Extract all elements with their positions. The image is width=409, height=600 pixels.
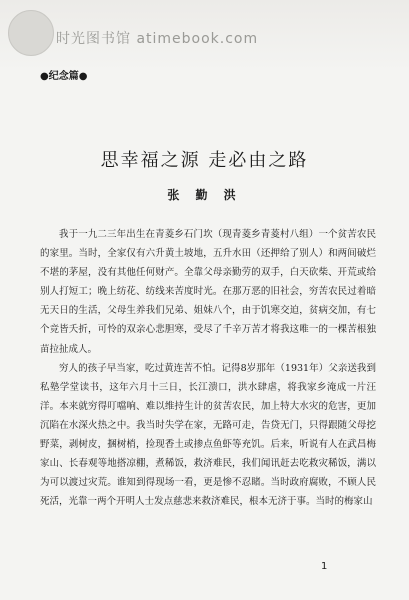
watermark-logo-icon <box>8 10 54 56</box>
author-name: 张 勤 洪 <box>167 188 242 202</box>
article-body <box>40 225 376 511</box>
watermark-banner <box>0 0 409 72</box>
page-number: 1 <box>321 561 328 572</box>
watermark-text: 时光图书馆 atimebook.com <box>56 31 259 47</box>
paragraph: 穷人的孩子早当家，吃过黄连苦不怕。记得8岁那年（1931年）父亲送我到私塾学堂读书，这年六月十三日，长江溃口，洪水肆虐，将我家乡淹成一片汪洋。本来就穷得叮噹响、难以维持生计的贫苦农民，加上特大水灾的危害，更加沉陷在水深火热之中。我当时失学在家，无路可走，告贷无门，只得跟随父母挖野菜，剥树皮，捆树梢，捡现香土或掺点鱼虾等充饥。后来，听说有人在武昌梅家山、长春观等地搭凉棚，煮稀饭，救济难民，我们闻讯赶去吃救灾稀饭，满以为可以渡过灾荒。谁知到得现场一看，更是惨不忍睹。当时政府腐败，不顾人民死活，光靠一两个开明人士发点慈悲来救济难民，根本无济于事。当时的梅家山 <box>40 362 376 508</box>
paragraph: 我于一九二三年出生在青菱乡石门坎（现青菱乡青菱村八组）一个贫苦农民的家里。当时，全家仅有六升黄土坡地，五升水田（还押给了别人）和两间破烂不堪的茅屋，没有其他任何财产。全靠父母亲勤劳的双手，白天砍柴、开荒或给别人打短工；晚上纺花、纺线来苦度时光。在那万恶的旧社会，穷苦农民过着暗无天日的生活，父母生养我们兄弟、姐妹八个，由于饥寒交迫，贫病交加，有七个竞皆夭折，可怜的双亲心悲胆寒，受尽了千辛万苦才将我这唯一的一棵苦根独苗拉扯成人。 <box>40 229 376 355</box>
article-title: 思幸福之源 走必由之路 <box>100 150 309 171</box>
section-tag: ●纪念篇● <box>40 71 88 82</box>
